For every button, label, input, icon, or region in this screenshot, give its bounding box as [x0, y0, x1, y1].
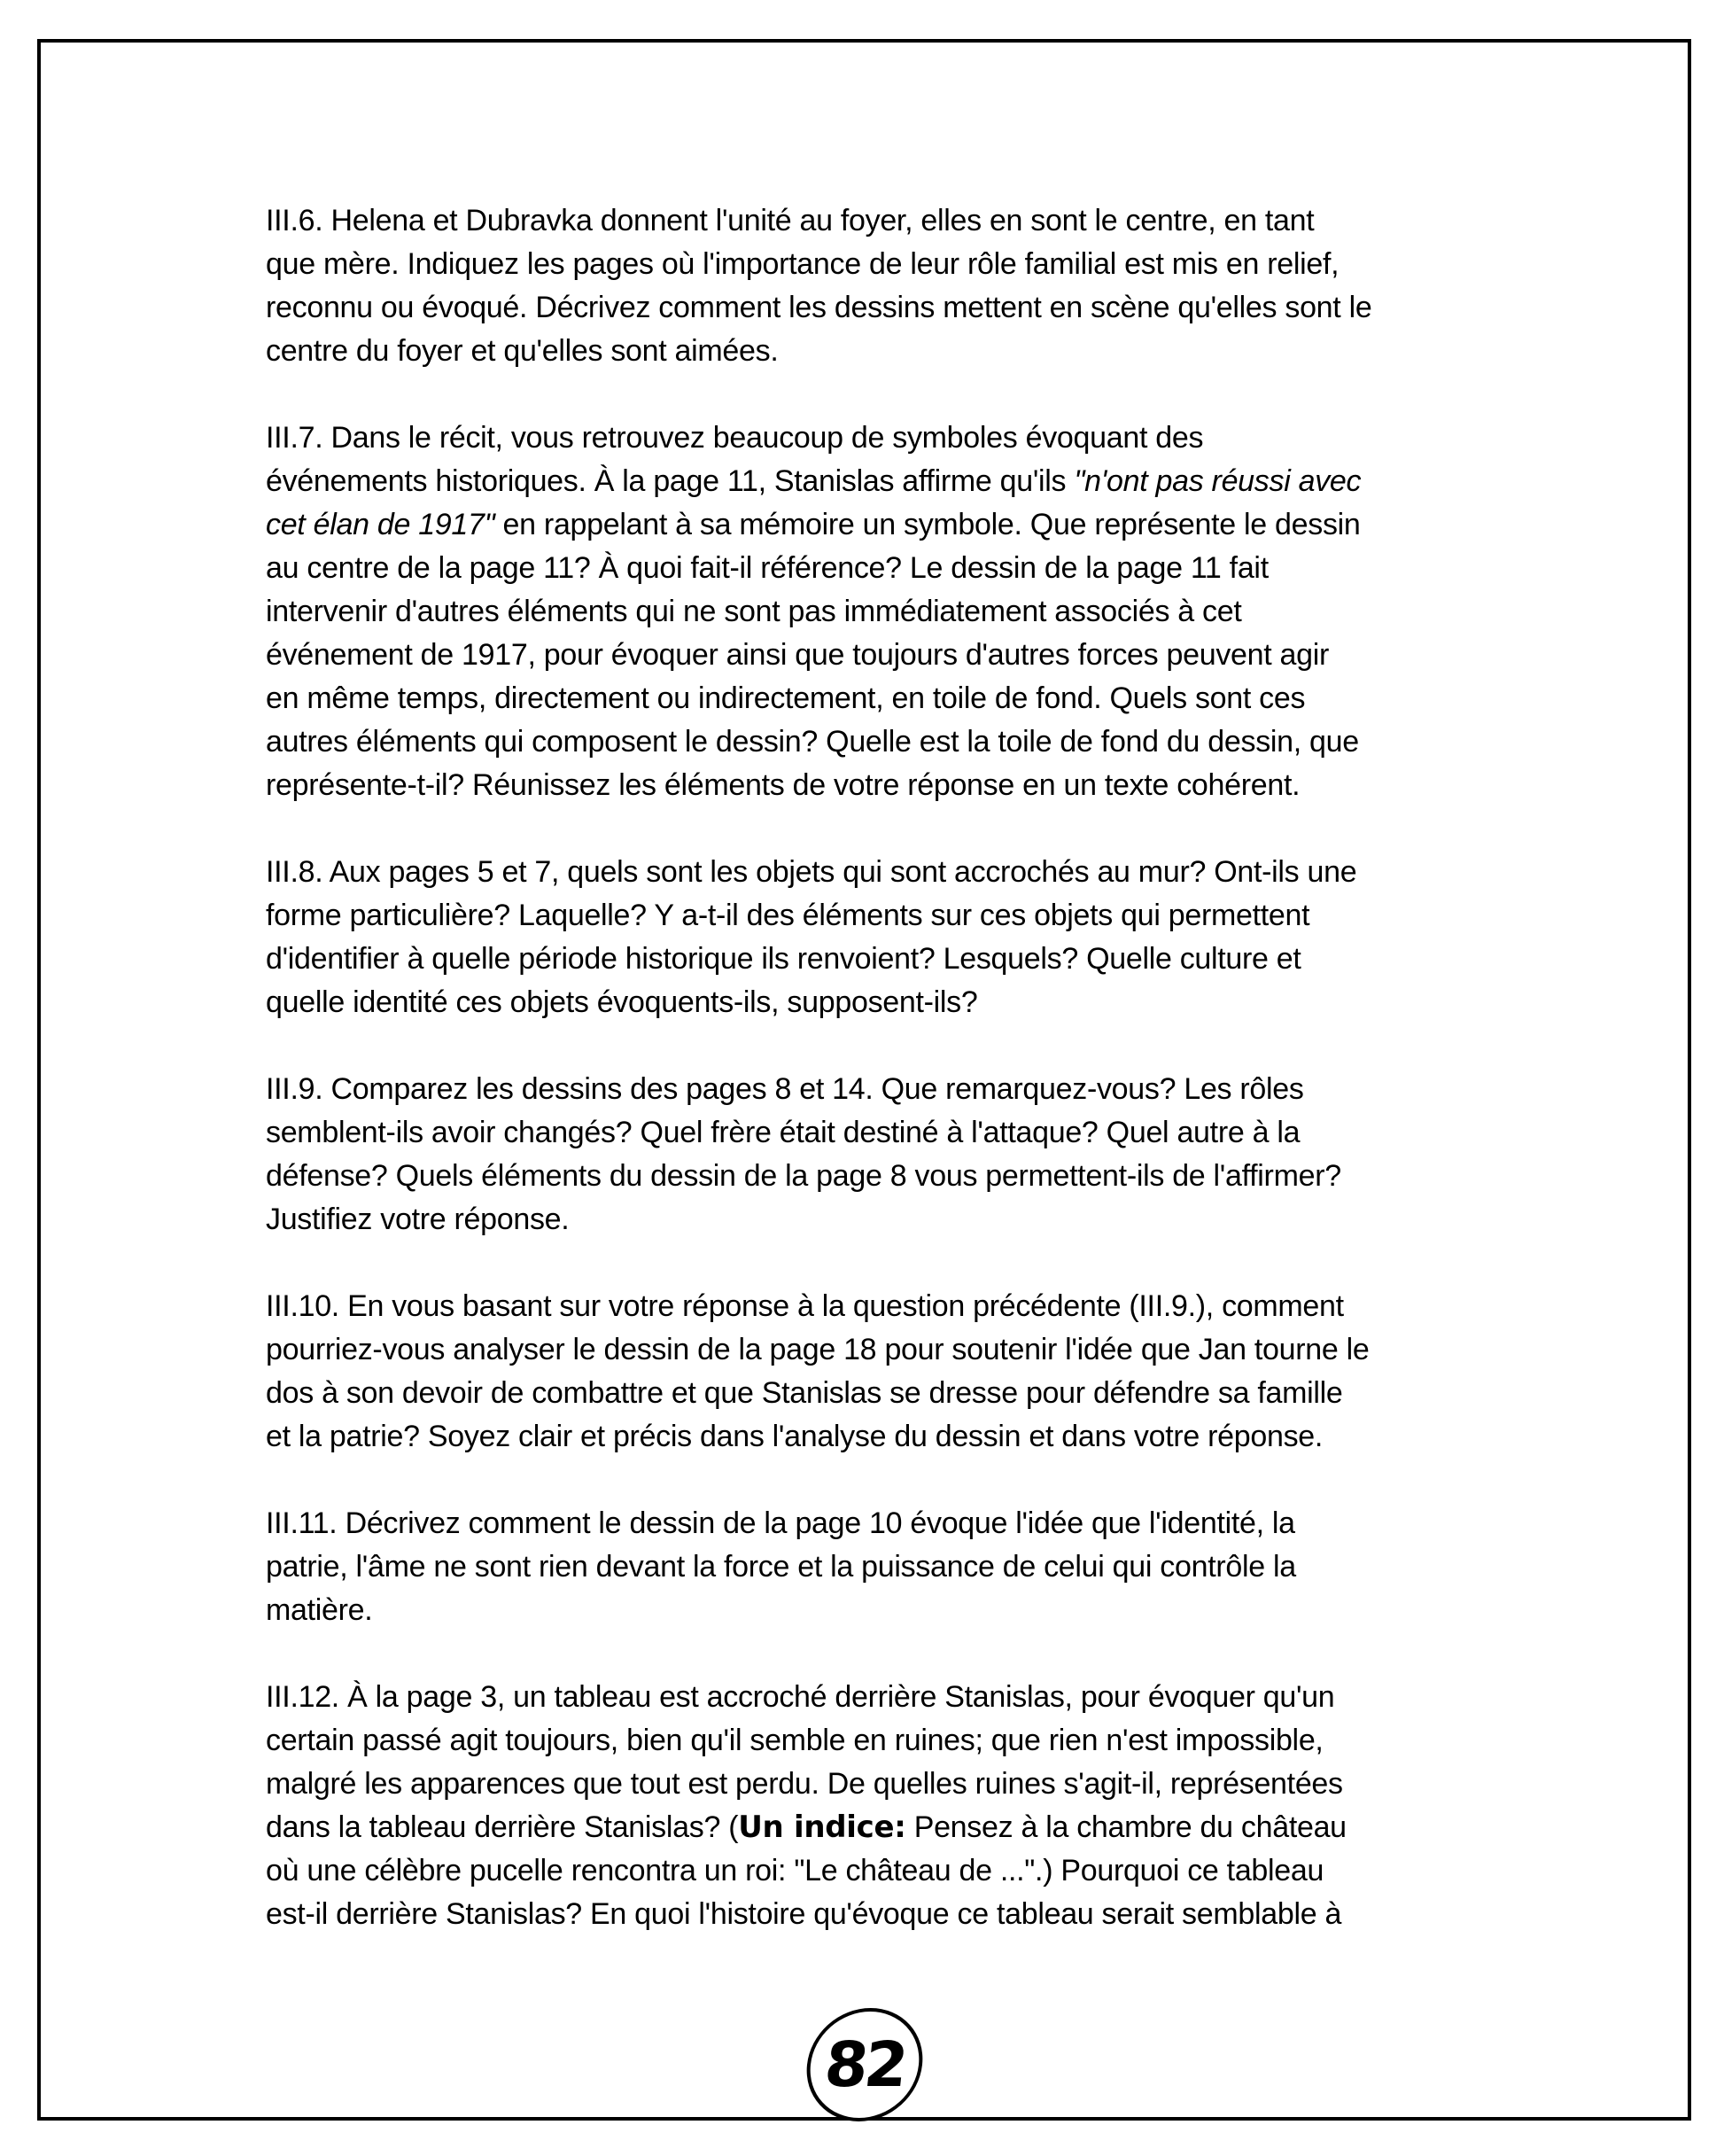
text-line — [266, 1806, 1542, 1849]
question-iii-6 — [266, 199, 1542, 373]
text-line: d'identifier à quelle période historique ils renvoient? Lesquels? Quelle culture et — [266, 942, 1301, 976]
text-line — [266, 460, 1542, 503]
document-body — [266, 199, 1542, 1980]
question-iii-8 — [266, 851, 1542, 1024]
question-iii-9 — [266, 1068, 1542, 1241]
text-line: III.10. En vous basant sur votre réponse à la question précédente (III.9.), comment — [266, 1289, 1344, 1323]
text-line: III.7. Dans le récit, vous retrouvez beaucoup de symboles évoquant des — [266, 421, 1204, 455]
text-line: dos à son devoir de combattre et que Stanislas se dresse pour défendre sa famille — [266, 1376, 1343, 1410]
text-line: au centre de la page 11? À quoi fait-il référence? Le dessin de la page 11 fait — [266, 551, 1269, 585]
text-segment: dans la tableau derrière Stanislas? ( — [266, 1810, 739, 1844]
hint-label: Un indice: — [738, 1810, 906, 1845]
text-line: représente-t-il? Réunissez les éléments de votre réponse en un texte cohérent. — [266, 768, 1301, 802]
question-iii-12 — [266, 1676, 1542, 1936]
text-line: III.9. Comparez les dessins des pages 8 et 14. Que remarquez-vous? Les rôles — [266, 1072, 1304, 1106]
text-line: reconnu ou évoqué. Décrivez comment les dessins mettent en scène qu'elles sont le — [266, 291, 1372, 324]
text-line — [266, 503, 1542, 547]
text-line: où une célèbre pucelle rencontra un roi: "Le château de ...".) Pourquoi ce tableau — [266, 1854, 1324, 1887]
text-line: en même temps, directement ou indirectement, en toile de fond. Quels sont ces — [266, 681, 1306, 715]
text-line: est-il derrière Stanislas? En quoi l'histoire qu'évoque ce tableau serait semblable à — [266, 1897, 1342, 1931]
text-line: que mère. Indiquez les pages où l'importance de leur rôle familial est mis en relief, — [266, 247, 1340, 281]
text-line: et la patrie? Soyez clair et précis dans l'analyse du dessin et dans votre réponse. — [266, 1420, 1324, 1453]
text-segment: Pensez à la chambre du château — [905, 1810, 1347, 1844]
text-line: pourriez-vous analyser le dessin de la page 18 pour soutenir l'idée que Jan tourne le — [266, 1333, 1370, 1366]
text-segment: événements historiques. À la page 11, Stanislas affirme qu'ils — [266, 464, 1075, 498]
text-line: forme particulière? Laquelle? Y a-t-il des éléments sur ces objets qui permettent — [266, 899, 1310, 932]
text-line: quelle identité ces objets évoquents-ils, supposent-ils? — [266, 985, 978, 1019]
text-line: autres éléments qui composent le dessin? Quelle est la toile de fond du dessin, que — [266, 725, 1359, 759]
text-line: III.11. Décrivez comment le dessin de la page 10 évoque l'idée que l'identité, la — [266, 1506, 1295, 1540]
question-iii-7 — [266, 416, 1542, 807]
text-line: III.6. Helena et Dubravka donnent l'unité au foyer, elles en sont le centre, en tant — [266, 204, 1315, 237]
text-line: semblent-ils avoir changés? Quel frère était destiné à l'attaque? Quel autre à la — [266, 1116, 1301, 1149]
question-iii-10 — [266, 1285, 1542, 1459]
quote-text: cet élan de 1917" — [266, 508, 495, 541]
text-line: malgré les apparences que tout est perdu. De quelles ruines s'agit-il, représentées — [266, 1767, 1343, 1801]
text-segment: en rappelant à sa mémoire un symbole. Que représente le dessin — [494, 508, 1361, 541]
text-line: III.8. Aux pages 5 et 7, quels sont les objets qui sont accrochés au mur? Ont-ils une — [266, 855, 1357, 889]
text-line: Justifiez votre réponse. — [266, 1203, 570, 1236]
text-line: événement de 1917, pour évoquer ainsi que toujours d'autres forces peuvent agir — [266, 638, 1330, 672]
text-line: III.12. À la page 3, un tableau est accroché derrière Stanislas, pour évoquer qu'un — [266, 1680, 1335, 1714]
quote-text: "n'ont pas réussi avec — [1074, 464, 1362, 498]
text-line: matière. — [266, 1593, 373, 1627]
text-line: centre du foyer et qu'elles sont aimées. — [266, 334, 779, 368]
page-number: 82 — [801, 2008, 928, 2121]
text-line: défense? Quels éléments du dessin de la page 8 vous permettent-ils de l'affirmer? — [266, 1159, 1341, 1193]
text-line: patrie, l'âme ne sont rien devant la force et la puissance de celui qui contrôle la — [266, 1550, 1296, 1584]
text-line: intervenir d'autres éléments qui ne sont pas immédiatement associés à cet — [266, 595, 1242, 628]
question-iii-11 — [266, 1502, 1542, 1632]
text-line: certain passé agit toujours, bien qu'il semble en ruines; que rien n'est impossible, — [266, 1724, 1324, 1757]
